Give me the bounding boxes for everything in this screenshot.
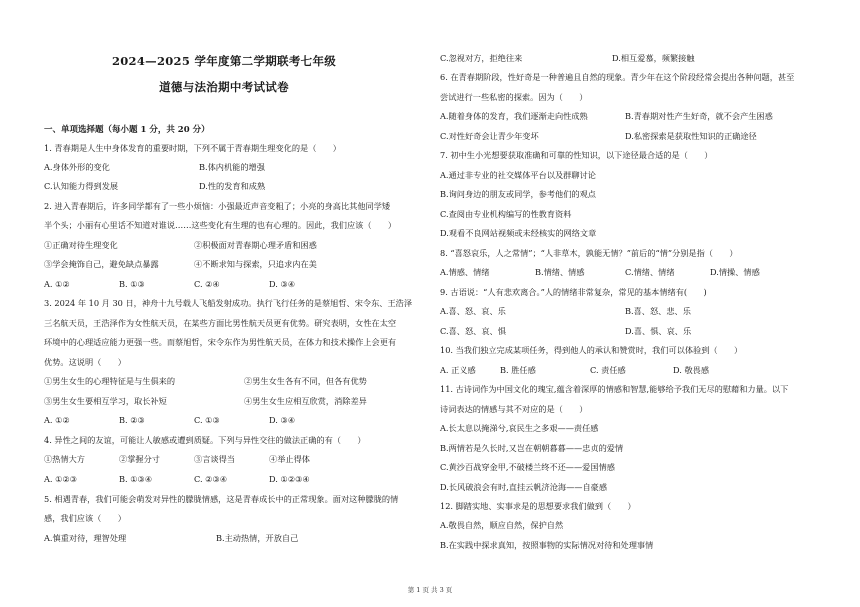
q2-statement-4: ④不断求知与探索，只追求内在美 <box>194 259 317 269</box>
q3-stem-line3: 环境中的心理适应能力更强一些。而蔡旭哲，宋令东作为男性航天员，在体力和技术操作上会更有 <box>44 337 397 347</box>
q6-option-d: D.私密探索是获取性知识的正确途径 <box>625 131 757 141</box>
q3-option-a: A. ①② <box>44 415 70 425</box>
q1-option-a: A.身体外形的变化 <box>44 162 110 172</box>
q10-option-b: B. 胜任感 <box>500 365 536 375</box>
q8-option-a: A.情感、情绪 <box>440 267 490 277</box>
q3-stem-line4: 优势。这说明（ ） <box>44 357 126 367</box>
q10-option-c: C. 责任感 <box>590 365 626 375</box>
q10-option-a: A. 正义感 <box>440 365 476 375</box>
q6-option-c: C.对性好奇会让青少年变坏 <box>440 131 539 141</box>
q5-stem-line2: 感，我们应该（ ） <box>44 513 126 523</box>
q9-stem: 9. 古语说：“人有悲欢离合。”人的情绪非常复杂，常见的基本情绪有( ) <box>440 287 707 297</box>
q4-stem: 4. 异性之间的友谊，可能让人敏感或遭到质疑。下列与异性交往的做法正确的有（ ） <box>44 435 366 445</box>
q11-option-c: C.黄沙百战穿金甲,不破楼兰终不还——爱国情感 <box>440 462 615 472</box>
q10-option-d: D. 敬畏感 <box>673 365 710 375</box>
q7-stem: 7. 初中生小光想要获取准确和可靠的性知识，以下途径最合适的是（ ） <box>440 150 713 160</box>
q6-stem-line2: 尝试进行一些私密的探索。因为（ ） <box>440 92 588 102</box>
q7-option-b: B.询问身边的朋友或同学，参考他们的观点 <box>440 189 596 199</box>
q2-option-b: B. ①③ <box>119 279 145 289</box>
q9-option-c: C.喜、怒、哀、惧 <box>440 326 506 336</box>
q3-statement-2: ②男生女生各有不同，但各有优势 <box>244 376 367 386</box>
q2-statement-3: ③学会掩饰自己，避免缺点暴露 <box>44 259 159 269</box>
q3-option-b: B. ②③ <box>119 415 145 425</box>
q3-option-c: C. ①③ <box>194 415 220 425</box>
q3-option-d: D. ③④ <box>269 415 296 425</box>
q8-option-b: B.情绪、情感 <box>535 267 585 277</box>
q4-option-b: B. ①③④ <box>119 474 153 484</box>
q2-stem-line1: 2. 进入青春期后，许多同学都有了一些小烦恼：小强最近声音变粗了；小亮的身高比其他同学矮 <box>44 201 391 211</box>
q6-stem-line1: 6. 在青春期阶段，性好奇是一种普遍且自然的现象。青少年在这个阶段经常会提出各种问题，甚至 <box>440 72 795 82</box>
q2-statement-1: ①正确对待生理变化 <box>44 240 118 250</box>
q4-statement-4: ④举止得体 <box>269 454 310 464</box>
q3-stem-line2: 三名航天员，王浩泽作为女性航天员，在某些方面比男性航天员更有优势。研究表明，女性在太空 <box>44 318 397 328</box>
q12-option-b: B.在实践中探求真知，按照事物的实际情况对待和处理事情 <box>440 540 654 550</box>
q5-option-a: A.慎重对待，理智处理 <box>44 533 127 543</box>
q4-option-c: C. ②③④ <box>194 474 228 484</box>
q4-option-d: D. ①②③④ <box>269 474 310 484</box>
q5-option-c: C.忽视对方，拒绝往来 <box>440 53 523 63</box>
q9-option-d: D.喜、惧、哀、乐 <box>625 326 692 336</box>
q8-option-d: D.情操、情感 <box>710 267 760 277</box>
q6-option-b: B.青春期对性产生好奇，就不会产生困惑 <box>625 111 773 121</box>
q11-option-b: B.两情若是久长时,又岂在朝朝暮暮——忠贞的爱情 <box>440 443 624 453</box>
q9-option-a: A.喜、怒、哀、乐 <box>440 306 506 316</box>
q2-option-a: A. ①② <box>44 279 70 289</box>
exam-title-line2: 道德与法治期中考试试卷 <box>159 80 289 94</box>
q4-statement-2: ②掌握分寸 <box>119 454 160 464</box>
q7-option-a: A.通过非专业的社交媒体平台以及群聊讨论 <box>440 170 596 180</box>
exam-title-line1: 2024—2025 学年度第二学期联考七年级 <box>111 54 337 68</box>
q8-stem: 8. “喜怒哀乐，人之常情”；“人非草木，孰能无情？”前后的“情”分别是指（ ） <box>440 248 738 258</box>
q3-statement-3: ③男生女生要相互学习，取长补短 <box>44 396 167 406</box>
q12-stem: 12. 脚踏实地、实事求是的思想要求我们做到（ ） <box>440 501 636 511</box>
q7-option-d: D.观看不良网站视频或未经核实的网络文章 <box>440 228 597 238</box>
q2-stem-line2: 半个头；小丽有心里话不知道对谁说……这些变化有生理的也有心理的。因此，我们应该（ ） <box>44 220 397 230</box>
q1-option-b: B.体内机能的增强 <box>199 162 265 172</box>
q1-option-d: D.性的发育和成熟 <box>199 181 266 191</box>
q9-option-b: B.喜、怒、悲、乐 <box>625 306 691 316</box>
q4-statement-3: ③言谈得当 <box>194 454 235 464</box>
q4-statement-1: ①热情大方 <box>44 454 85 464</box>
q11-option-a: A.长太息以掩涕兮,哀民生之多艰——责任感 <box>440 423 599 433</box>
q3-statement-1: ①男生女生的心理特征是与生俱来的 <box>44 376 176 386</box>
q8-option-c: C.情绪、情绪 <box>625 267 675 277</box>
q7-option-c: C.查阅由专业机构编写的性教育资料 <box>440 209 572 219</box>
q5-stem-line1: 5. 相遇青春，我们可能会萌发对异性的朦胧情感，这是青春成长中的正常现象。面对这种朦胧的情 <box>44 494 399 504</box>
q3-statement-4: ④男生女生应相互欣赏，消除差异 <box>244 396 367 406</box>
q4-option-a: A. ①②③ <box>44 474 78 484</box>
q10-stem: 10. 当我们独立完成某项任务，得到他人的承认和赞赏时，我们可以体验到（ ） <box>440 345 743 355</box>
q11-stem-line1: 11. 古诗词作为中国文化的瑰宝,蕴含着深厚的情感和智慧,能够给予我们无尽的慰藉和力量。以下 <box>440 384 789 394</box>
q11-stem-line2: 诗词表达的情感与其不对应的是（ ） <box>440 404 588 414</box>
section-heading: 一、单项选择题（每小题 1 分，共 20 分） <box>44 125 210 135</box>
q5-option-b: B.主动热情，开放自己 <box>216 533 299 543</box>
q12-option-a: A.敬畏自然，顺应自然，保护自然 <box>440 520 564 530</box>
q11-option-d: D.长风破浪会有时,直挂云帆济沧海——自豪感 <box>440 482 608 492</box>
q2-option-d: D. ③④ <box>269 279 296 289</box>
q5-option-d: D.相互爱慕，频繁接触 <box>612 53 695 63</box>
q6-option-a: A.随着身体的发育，我们逐渐走向性成熟 <box>440 111 588 121</box>
q3-stem-line1: 3. 2024 年 10 月 30 日，神舟十九号载人飞船发射成功。执行飞行任务的是蔡旭哲、宋令东、王浩泽 <box>44 298 413 308</box>
q2-statement-2: ②积极面对青春期心理矛盾和困惑 <box>194 240 317 250</box>
page-footer: 第 1 页 共 3 页 <box>407 586 453 594</box>
q1-stem: 1. 青春期是人生中身体发育的重要时期，下列不属于青春期生理变化的是（ ） <box>44 143 341 153</box>
q2-option-c: C. ②④ <box>194 279 220 289</box>
q1-option-c: C.认知能力得到发展 <box>44 181 119 191</box>
